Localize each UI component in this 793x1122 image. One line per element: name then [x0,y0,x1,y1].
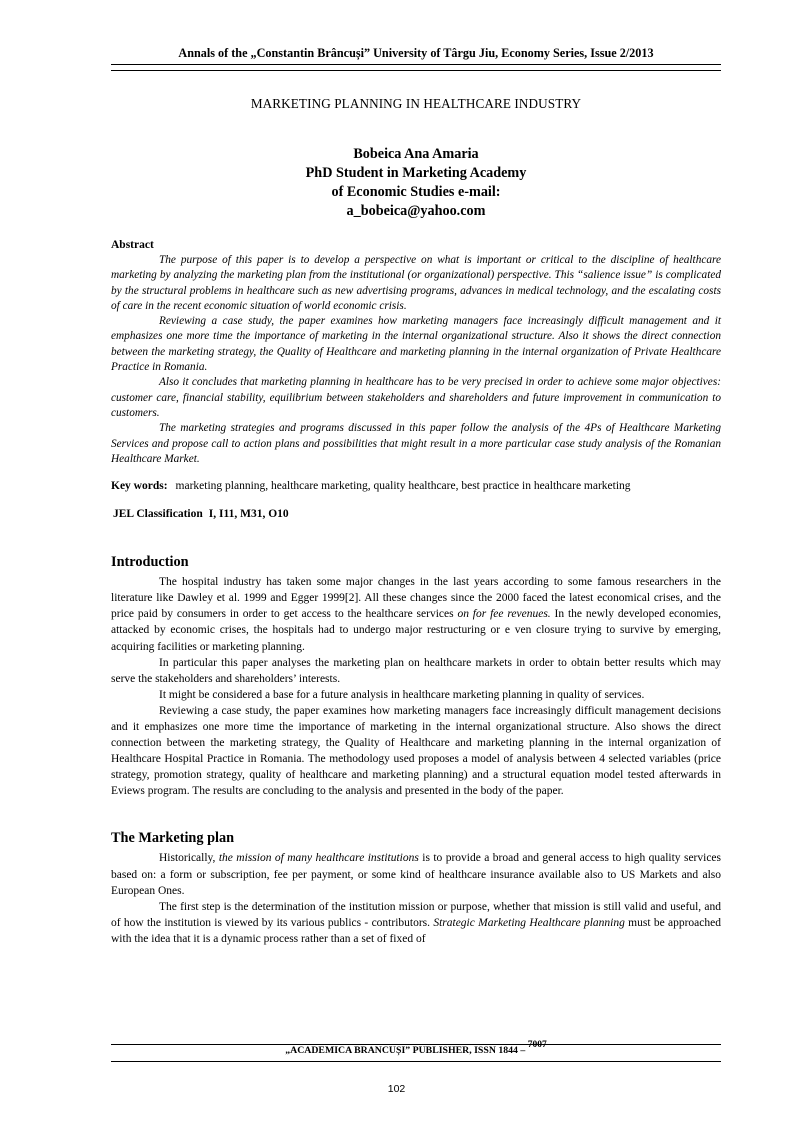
publisher-footer [111,1040,721,1056]
publisher-text: „ACADEMICA BRANCUȘI” PUBLISHER, ISSN 1844 – [285,1045,526,1056]
introduction-paragraph: In particular this paper analyses the marketing plan on healthcare markets in order to obtain better results which may serve the stakeholders and shareholders’ interests. [111,656,721,685]
author-block [111,145,721,221]
emphasis-span: Strategic Marketing Healthcare planning [433,916,625,929]
marketing-plan-paragraph [111,899,721,947]
issn-suffix: 7007 [527,1040,547,1050]
journal-header [111,46,721,65]
marketing-plan-paragraph [111,850,721,898]
jel-codes: I, I11, M31, O10 [208,508,289,521]
paper-title: MARKETING PLANNING IN HEALTHCARE INDUSTRY [250,96,582,111]
keywords-text: marketing planning, healthcare marketing, quality healthcare, best practice in healthcare marketing [175,480,631,493]
abstract-section [111,238,721,467]
keywords [111,479,721,494]
author-affiliation-2: of Economic Studies e-mail: [331,184,501,200]
header-divider [111,70,721,71]
emphasis-span: the mission of many healthcare institutions [218,852,419,865]
marketing-plan-section [111,850,721,947]
marketing-plan-heading: The Marketing plan [111,830,235,847]
text-span: must be approached with the idea that it is a dynamic process rather than a set of fixed of [111,916,721,945]
author-affiliation-1: PhD Student in Marketing Academy [305,165,527,181]
page-number: 102 [387,1083,406,1095]
introduction-paragraph: Reviewing a case study, the paper examines how marketing managers face increasingly difficult management decisions and it emphasizes one more time the importance of marketing in the internal organizational structure. Also shows the direct connection between the marketing strategy, the Quality of Healthcare and marketing planning in the internal organization of Healthcare Hospital Practice in Romania. The methodology used proposes a model of analysis between 4 selected variables (price strategy, promotion strategy, quality of healthcare and marketing planning) and a structural equation model tested afterwards in Eviews program. The results are concluding to the analysis and presented in the body of the paper. [111,704,721,798]
author-name: Bobeica Ana Amaria [353,146,479,162]
paper-content [111,238,721,947]
text-span: Historically, [159,852,219,865]
keywords-label: Key words: [111,480,168,493]
author-email: a_bobeica@yahoo.com [346,203,486,219]
jel-classification [113,508,721,520]
journal-header-text: Annals of the „Constantin Brâncuși” University of Târgu Jiu, Economy Series, Issue 2/2013 [178,46,654,60]
introduction-paragraph: It might be considered a base for a future analysis in healthcare marketing planning in quality of services. [159,688,645,701]
introduction-paragraph [111,574,721,654]
text-span: The first step is the determination of the institution mission or purpose, whether that mission is still valid and useful, and of how the institution is viewed by its various publics - contributors. [111,900,721,929]
introduction-section [111,574,721,799]
text-span: is to provide a broad and general access to high quality services based on: a form or subscription, fee per payment, or some kind of healthcare insurance available also to US Markets and also European Ones. [111,852,722,897]
abstract-paragraph: The marketing strategies and programs discussed in this paper follow the analysis of the 4Ps of Healthcare Marketing Services and propose call to action plans and possibilities that might result in a more particular case study analysis of the Romanian Healthcare Market. [111,422,721,465]
footer-divider-bottom [111,1061,721,1062]
abstract-paragraph: Also it concludes that marketing planning in healthcare has to be very precised in order to achieve some major objectives: customer care, financial stability, equilibrium between stakeholders and shareholders and future improvement in communication to customers. [111,376,721,419]
introduction-heading: Introduction [111,554,189,571]
text-span: In the newly developed economies, attacked by economic crises, the hospitals had to undergo major restructuring or e ven closure trying to survive by emerging, acquiring facilities or marketing planning. [111,608,722,653]
abstract-label: Abstract [111,239,154,251]
jel-label: JEL Classification [113,508,203,521]
abstract-paragraph: Reviewing a case study, the paper examines how marketing managers face increasingly difficult management and it emphasizes one more time the importance of marketing in the internal organizational structure. Also it shows the direct connection between the marketing strategy, the Quality of Healthcare and marketing planning in the internal organization of Private Healthcare Practice in Romania. [111,315,721,374]
text-span: The hospital industry has taken some major changes in the last years according to some famous researchers in the literature like Dawley et al. 1999 and Egger 1999[2]. All these changes since the 2000 faced the latest economical crises, and the price paid by consumers in order to get access to the healthcare services [111,576,721,621]
emphasis-span: on for fee revenues. [457,608,551,621]
abstract-paragraph: The purpose of this paper is to develop a perspective on what is important or critical to the discipline of healthcare marketing by analyzing the marketing plan from the institutional (or organizational) perspective. This “salience issue” is complicated by the structural problems in healthcare such as new advertising programs, advances in medical technology, and the escalating costs of care in the recent economic situation of world economic crisis. [111,254,721,312]
